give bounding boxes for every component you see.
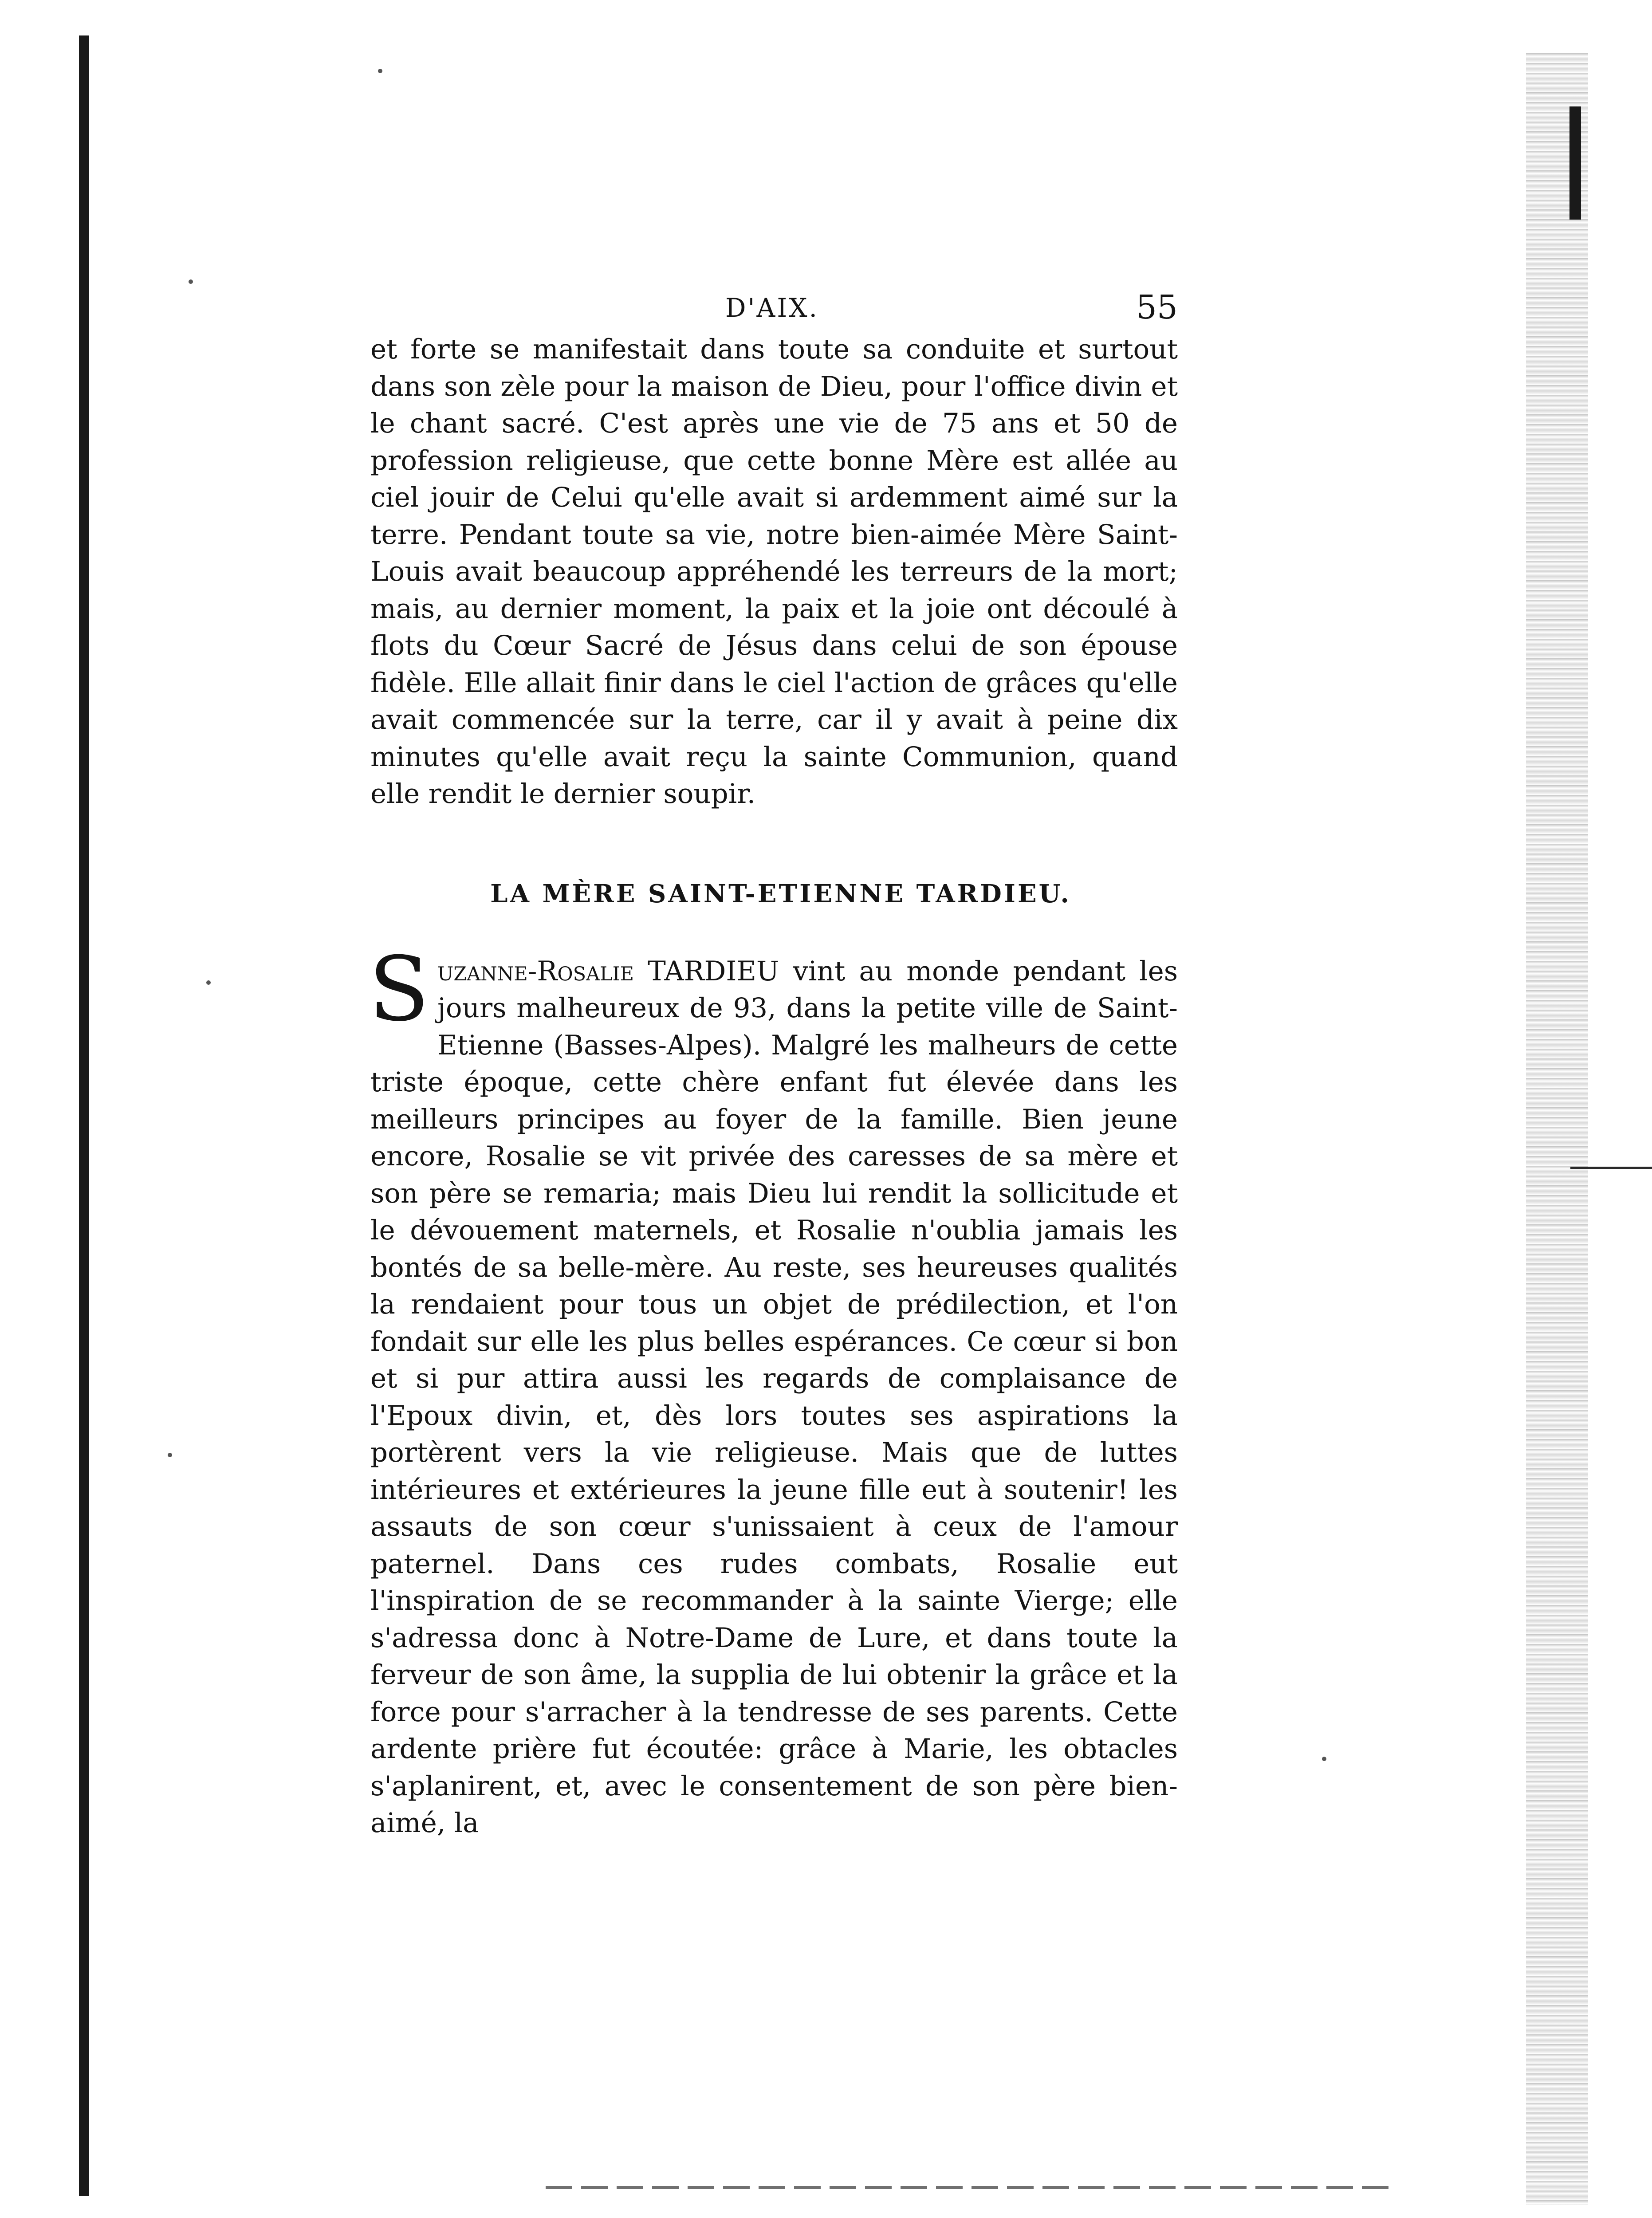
scan-speck: [168, 1453, 172, 1457]
running-head: [370, 288, 1178, 331]
name-small-caps: uzanne-Rosalie: [437, 955, 634, 987]
page-number: 55: [1136, 288, 1178, 326]
scan-speck: [1322, 1757, 1326, 1761]
paragraph-1: et forte se manifestait dans toute sa conduite et surtout dans son zèle pour la maison de Dieu, pour l'office divin et le chant sacré. C'est après une vie de 75 ans et 50 de profession religieuse, que cette bonne Mère est allée au ciel jouir de Celui qu'elle avait si ardemment aimé sur la terre. Pendant toute sa vie, notre bien-aimée Mère Saint-Louis avait beaucoup appréhendé les terreurs de la mort; mais, au dernier moment, la paix et la joie ont découlé à flots du Cœur Sacré de Jésus dans celui de son épouse fidèle. Elle allait finir dans le ciel l'action de grâces qu'elle avait commencée sur la terre, car il y avait à peine dix minutes qu'elle avait reçu la sainte Communion, quand elle rendit le dernier soupir.: [370, 334, 1178, 810]
scan-edge-left: [79, 35, 89, 2196]
section-title: LA MÈRE SAINT-ETIENNE TARDIEU.: [490, 879, 1071, 908]
drop-cap: S: [369, 937, 430, 1041]
scan-noise-right: [1526, 53, 1588, 2205]
scan-speck: [206, 980, 211, 985]
scan-speck: [378, 69, 382, 73]
scan-bottom-line: [546, 2186, 1397, 2189]
running-title: D'AIX.: [725, 293, 819, 323]
page: [370, 288, 1178, 1842]
scan-line-right: [1570, 1167, 1652, 1169]
scan-edge-right: [1569, 106, 1581, 220]
paragraph-2: [369, 937, 1178, 1842]
scan-speck: [189, 279, 193, 284]
paragraph-2-text: TARDIEU vint au monde pendant les jours malheureux de 93, dans la petite ville de Saint-Etienne (Basses-Alpes). Malgré les malheurs de cette triste époque, cette chère enfant fut élevée dans les meilleurs principes au foyer de la famille. Bien jeune encore, Rosalie se vit privée des caresses de sa mère et son père se remaria; mais Dieu lui rendit la sollicitude et le dévouement maternels, et Rosalie n'oublia jamais les bontés de sa belle-mère. Au reste, ses heureuses qualités la rendaient pour tous un objet de prédilection, et l'on fondait sur elle les plus belles espérances. Ce cœur si bon et si pur attira aussi les regards de complaisance de l'Epoux divin, et, dès lors toutes ses aspirations la portèrent vers la vie religieuse. Mais que de luttes intérieures et extérieures la jeune fille eut à soutenir! les assauts de son cœur s'unissaient à ceux de l'amour paternel. Dans ces rudes combats, Rosalie eut l'inspiration de se recommander à la sainte Vierge; elle s'adressa donc à Notre-Dame de Lure, et dans toute la ferveur de son âme, la supplia de lui obtenir la grâce et la force pour s'arracher à la tendresse de ses parents. Cette ardente prière fut écoutée: grâce à Marie, les obtacles s'aplanirent, et, avec le consentement de son père bien-aimé, la: [370, 955, 1178, 1839]
